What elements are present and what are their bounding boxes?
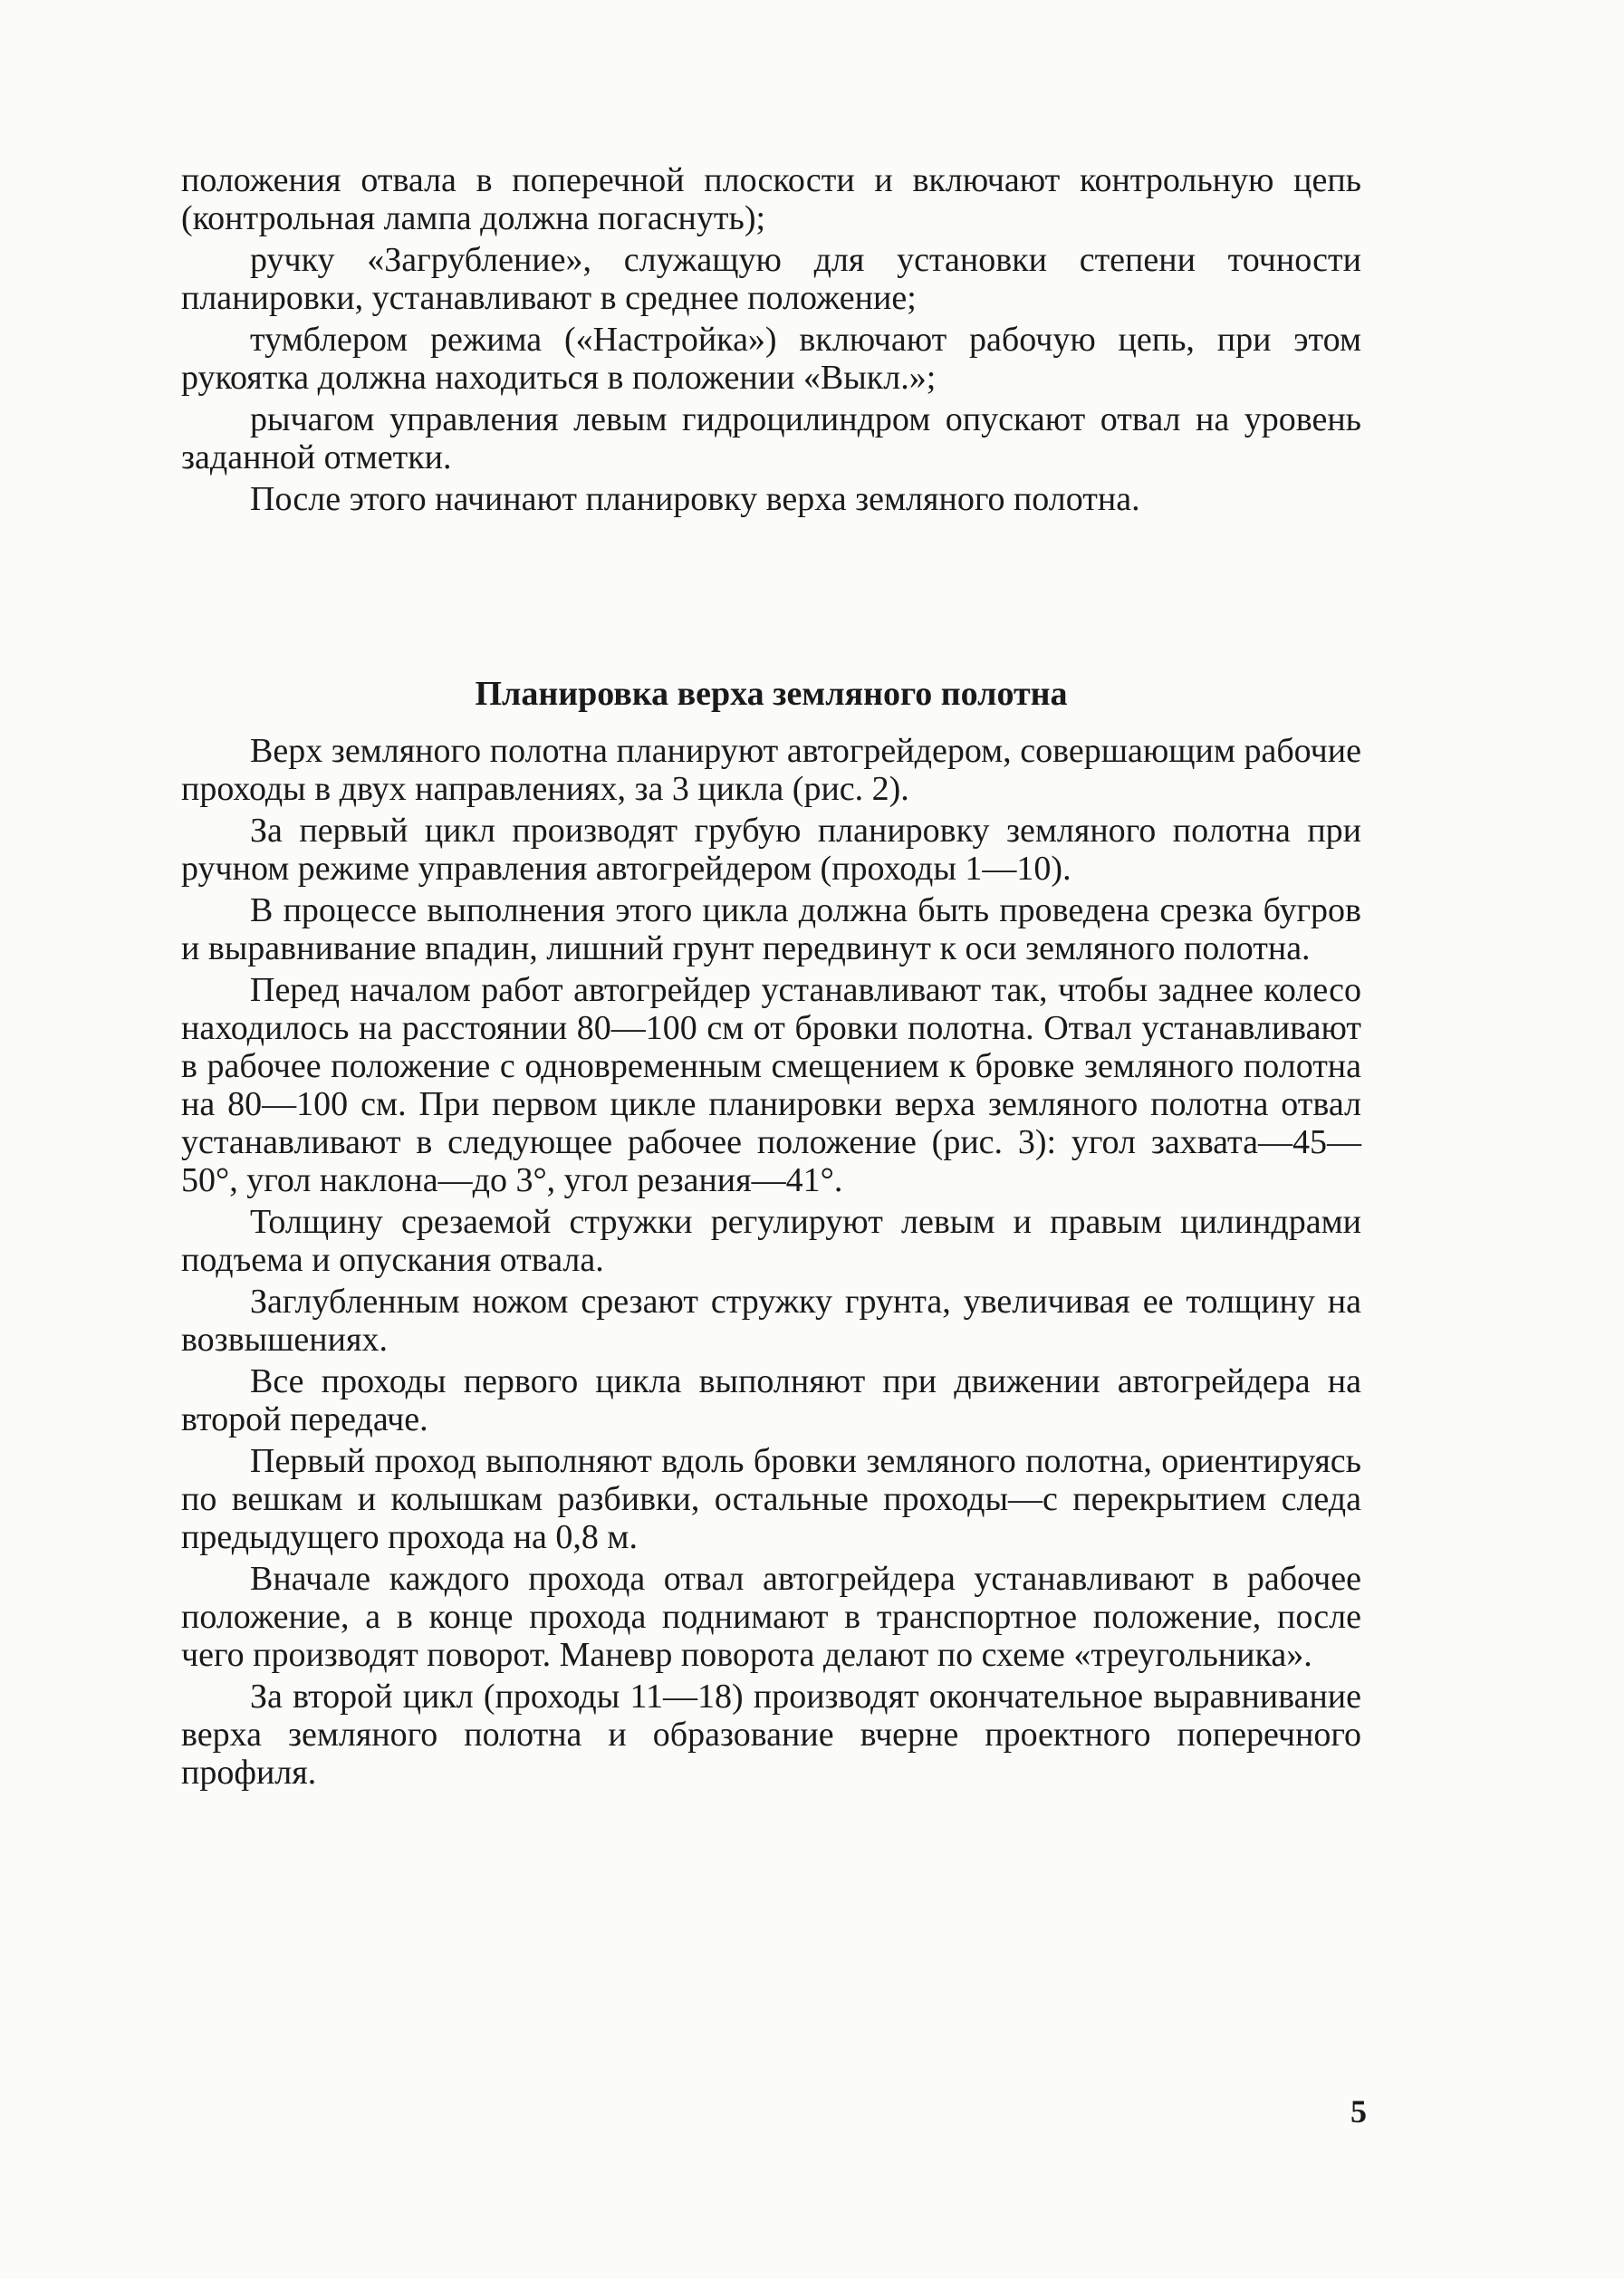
section-text-block: [181, 732, 1361, 1795]
paragraph: рычагом управления левым гидроцилиндром опускают отвал на уровень заданной отметки.: [181, 400, 1361, 476]
page-number: 5: [1350, 2093, 1367, 2130]
paragraph: В процессе выполнения этого цикла должна быть проведена срезка бугров и выравнивание впадин, лишний грунт передвинут к оси земляного полотна.: [181, 891, 1361, 967]
paragraph: Вначале каждого прохода отвал автогрейдера устанавливают в рабочее положение, а в конце прохода поднимают в транспортное положение, после чего производят поворот. Маневр поворота делают по схеме «треугольника».: [181, 1560, 1361, 1674]
paragraph: Толщину срезаемой стружки регулируют левым и правым цилиндрами подъема и опускания отвала.: [181, 1203, 1361, 1279]
continued-text-block: [181, 161, 1361, 522]
paragraph: тумблером режима («Настройка») включают рабочую цепь, при этом рукоятка должна находиться в положении «Выкл.»;: [181, 321, 1361, 397]
paragraph: Верх земляного полотна планируют автогрейдером, совершающим рабочие проходы в двух направлениях, за 3 цикла (рис. 2).: [181, 732, 1361, 808]
section-heading: Планировка верха земляного полотна: [475, 675, 1068, 713]
paragraph: Первый проход выполняют вдоль бровки земляного полотна, ориентируясь по вешкам и колышкам разбивки, остальные проходы—с перекрытием следа предыдущего прохода на 0,8 м.: [181, 1442, 1361, 1556]
paragraph: Все проходы первого цикла выполняют при движении автогрейдера на второй передаче.: [181, 1362, 1361, 1438]
paragraph: За первый цикл производят грубую планировку земляного полотна при ручном режиме управления автогрейдером (проходы 1—10).: [181, 812, 1361, 888]
paragraph: положения отвала в поперечной плоскости и включают контрольную цепь (контрольная лампа должна погаснуть);: [181, 161, 1361, 237]
paragraph: За второй цикл (проходы 11—18) производят окончательное выравнивание верха земляного полотна и образование вчерне проектного поперечного профиля.: [181, 1678, 1361, 1792]
paragraph: Перед началом работ автогрейдер устанавливают так, чтобы заднее колесо находилось на расстоянии 80—100 см от бровки полотна. Отвал устанавливают в рабочее положение с одновременным смещением к бровке земляного полотна на 80—100 см. При первом цикле планировки верха земляного полотна отвал устанавливают в следующее рабочее положение (рис. 3): угол захвата—45—50°, угол наклона—до 3°, угол резания—41°.: [181, 971, 1361, 1199]
paragraph: Заглубленным ножом срезают стружку грунта, увеличивая ее толщину на возвышениях.: [181, 1283, 1361, 1359]
paragraph: После этого начинают планировку верха земляного полотна.: [250, 480, 1140, 518]
paragraph: ручку «Загрубление», служащую для установки степени точности планировки, устанавливают в среднее положение;: [181, 241, 1361, 317]
